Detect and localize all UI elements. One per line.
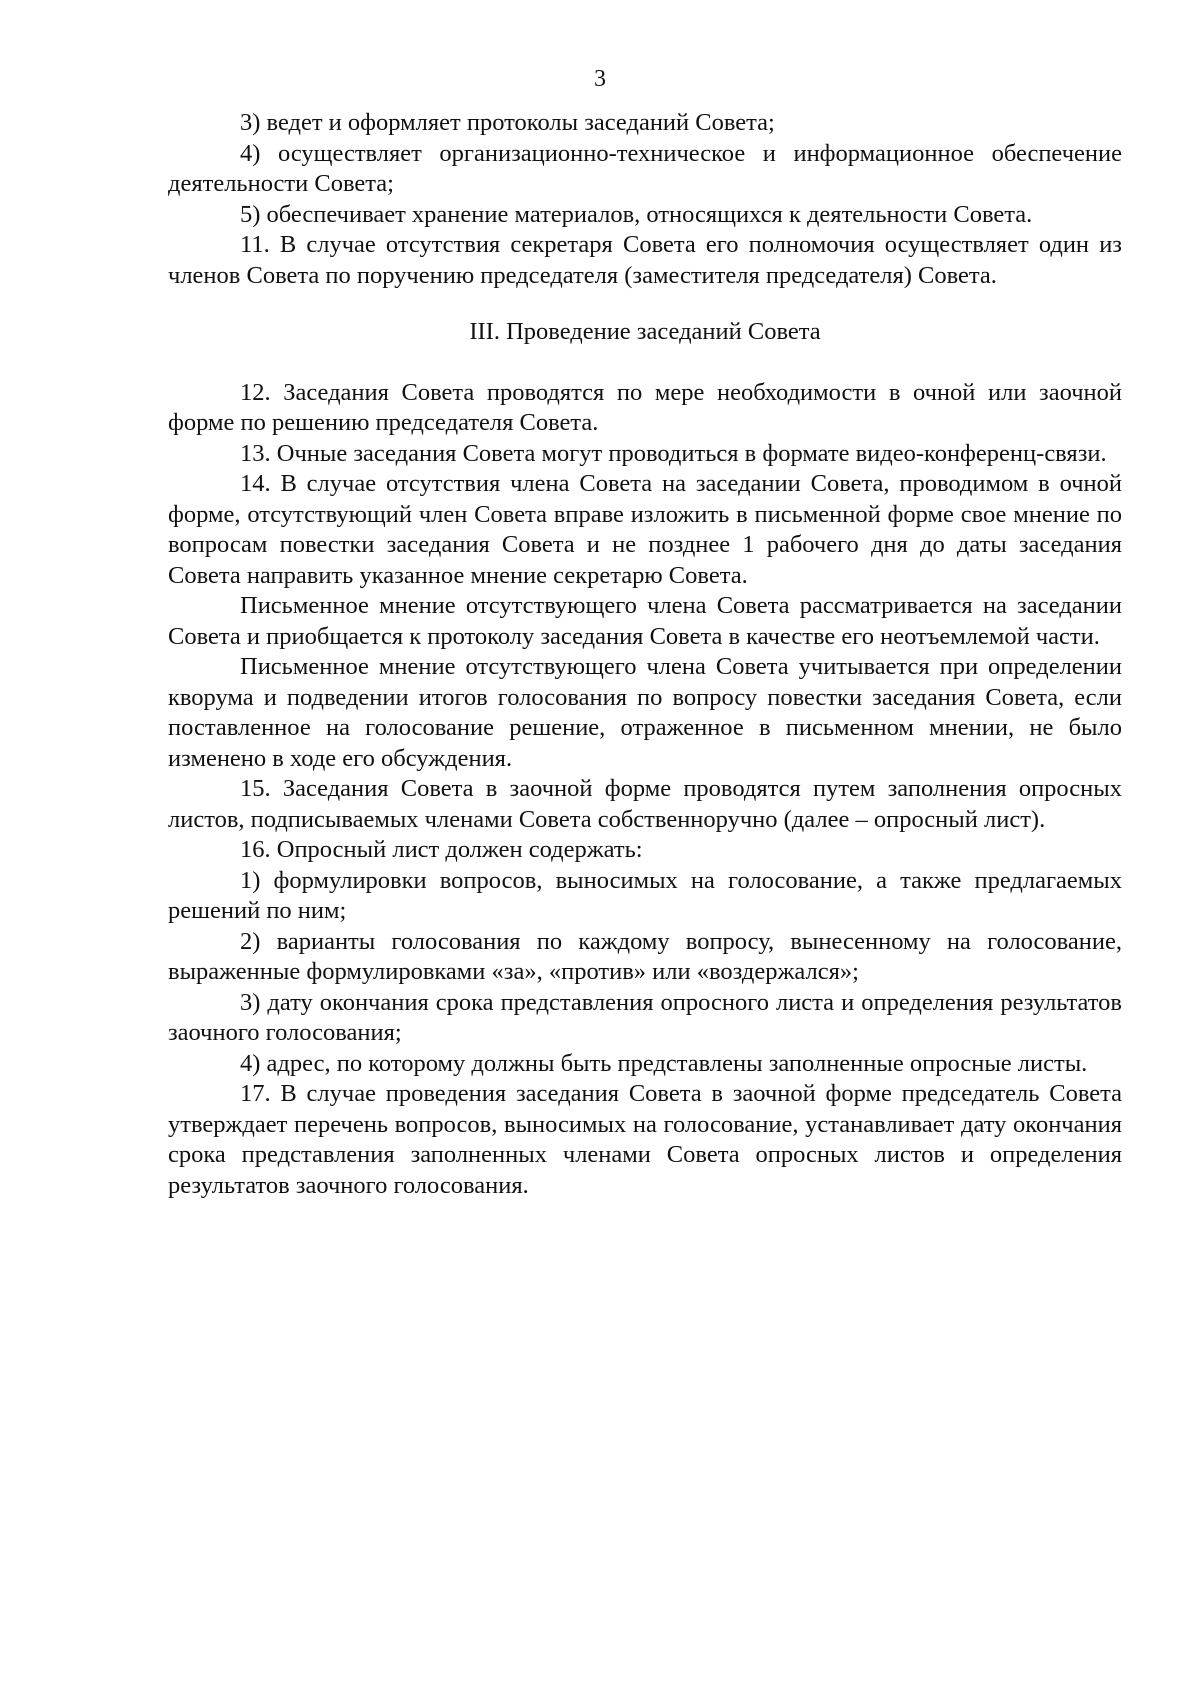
paragraph-written-opinion-review: Письменное мнение отсутствующего члена Совета рассматривается на заседании Совета и приобщается к протоколу заседания Совета в качестве его неотъемлемой части. [168, 592, 1122, 650]
paragraph-clause-16: 16. Опросный лист должен содержать: [240, 836, 643, 863]
paragraph-subitem-4: 4) адрес, по которому должны быть представлены заполненные опросные листы. [240, 1049, 1088, 1077]
page-number: 3 [594, 66, 606, 92]
paragraph-subitem-2: 2) варианты голосования по каждому вопросу, вынесенному на голосование, выраженные формулировками «за», «против» или «воздержался»; [168, 927, 1122, 985]
paragraph-clause-13: 13. Очные заседания Совета могут проводиться в формате видео-конференц-связи. [240, 439, 1107, 467]
paragraph-clause-14: 14. В случае отсутствия члена Совета на заседании Совета, проводимом в очной форме, отсутствующий член Совета вправе изложить в письменной форме свое мнение по вопросам повестки заседания Совета и не позднее 1 рабочего дня до даты заседания Совета направить указанное мнение секретарю Совета. [168, 470, 1122, 589]
paragraph-subitem-3: 3) дату окончания срока представления опросного листа и определения результатов заочного голосования; [168, 988, 1122, 1046]
paragraph-clause-15: 15. Заседания Совета в заочной форме проводятся путем заполнения опросных листов, подписываемых членами Совета собственноручно (далее – опросный лист). [168, 775, 1122, 833]
paragraph-item-4: 4) осуществляет организационно-техническое и информационное обеспечение деятельности Совета; [168, 139, 1122, 197]
paragraph-clause-11: 11. В случае отсутствия секретаря Совета его полномочия осуществляет один из членов Совета по поручению председателя (заместителя председателя) Совета. [168, 231, 1122, 289]
section-heading: III. Проведение заседаний Совета [469, 318, 821, 345]
paragraph-item-5: 5) обеспечивает хранение материалов, относящихся к деятельности Совета. [240, 200, 1033, 228]
paragraph-subitem-1: 1) формулировки вопросов, выносимых на голосование, а также предлагаемых решений по ним; [168, 866, 1122, 924]
paragraph-written-opinion-quorum: Письменное мнение отсутствующего члена Совета учитывается при определении кворума и подведении итогов голосования по вопросу повестки заседания Совета, если поставленное на голосование решение, отраженное в письменном мнении, не было изменено в ходе его обсуждения. [168, 653, 1122, 772]
paragraph-clause-17: 17. В случае проведения заседания Совета в заочной форме председатель Совета утверждает перечень вопросов, выносимых на голосование, устанавливает дату окончания срока представления заполненных членами Совета опросных листов и определения результатов заочного голосования. [168, 1080, 1122, 1199]
paragraph-clause-12: 12. Заседания Совета проводятся по мере необходимости в очной или заочной форме по решению председателя Совета. [168, 378, 1122, 436]
document-body [168, 108, 1122, 1201]
paragraph-item-3: 3) ведет и оформляет протоколы заседаний Совета; [240, 109, 775, 136]
